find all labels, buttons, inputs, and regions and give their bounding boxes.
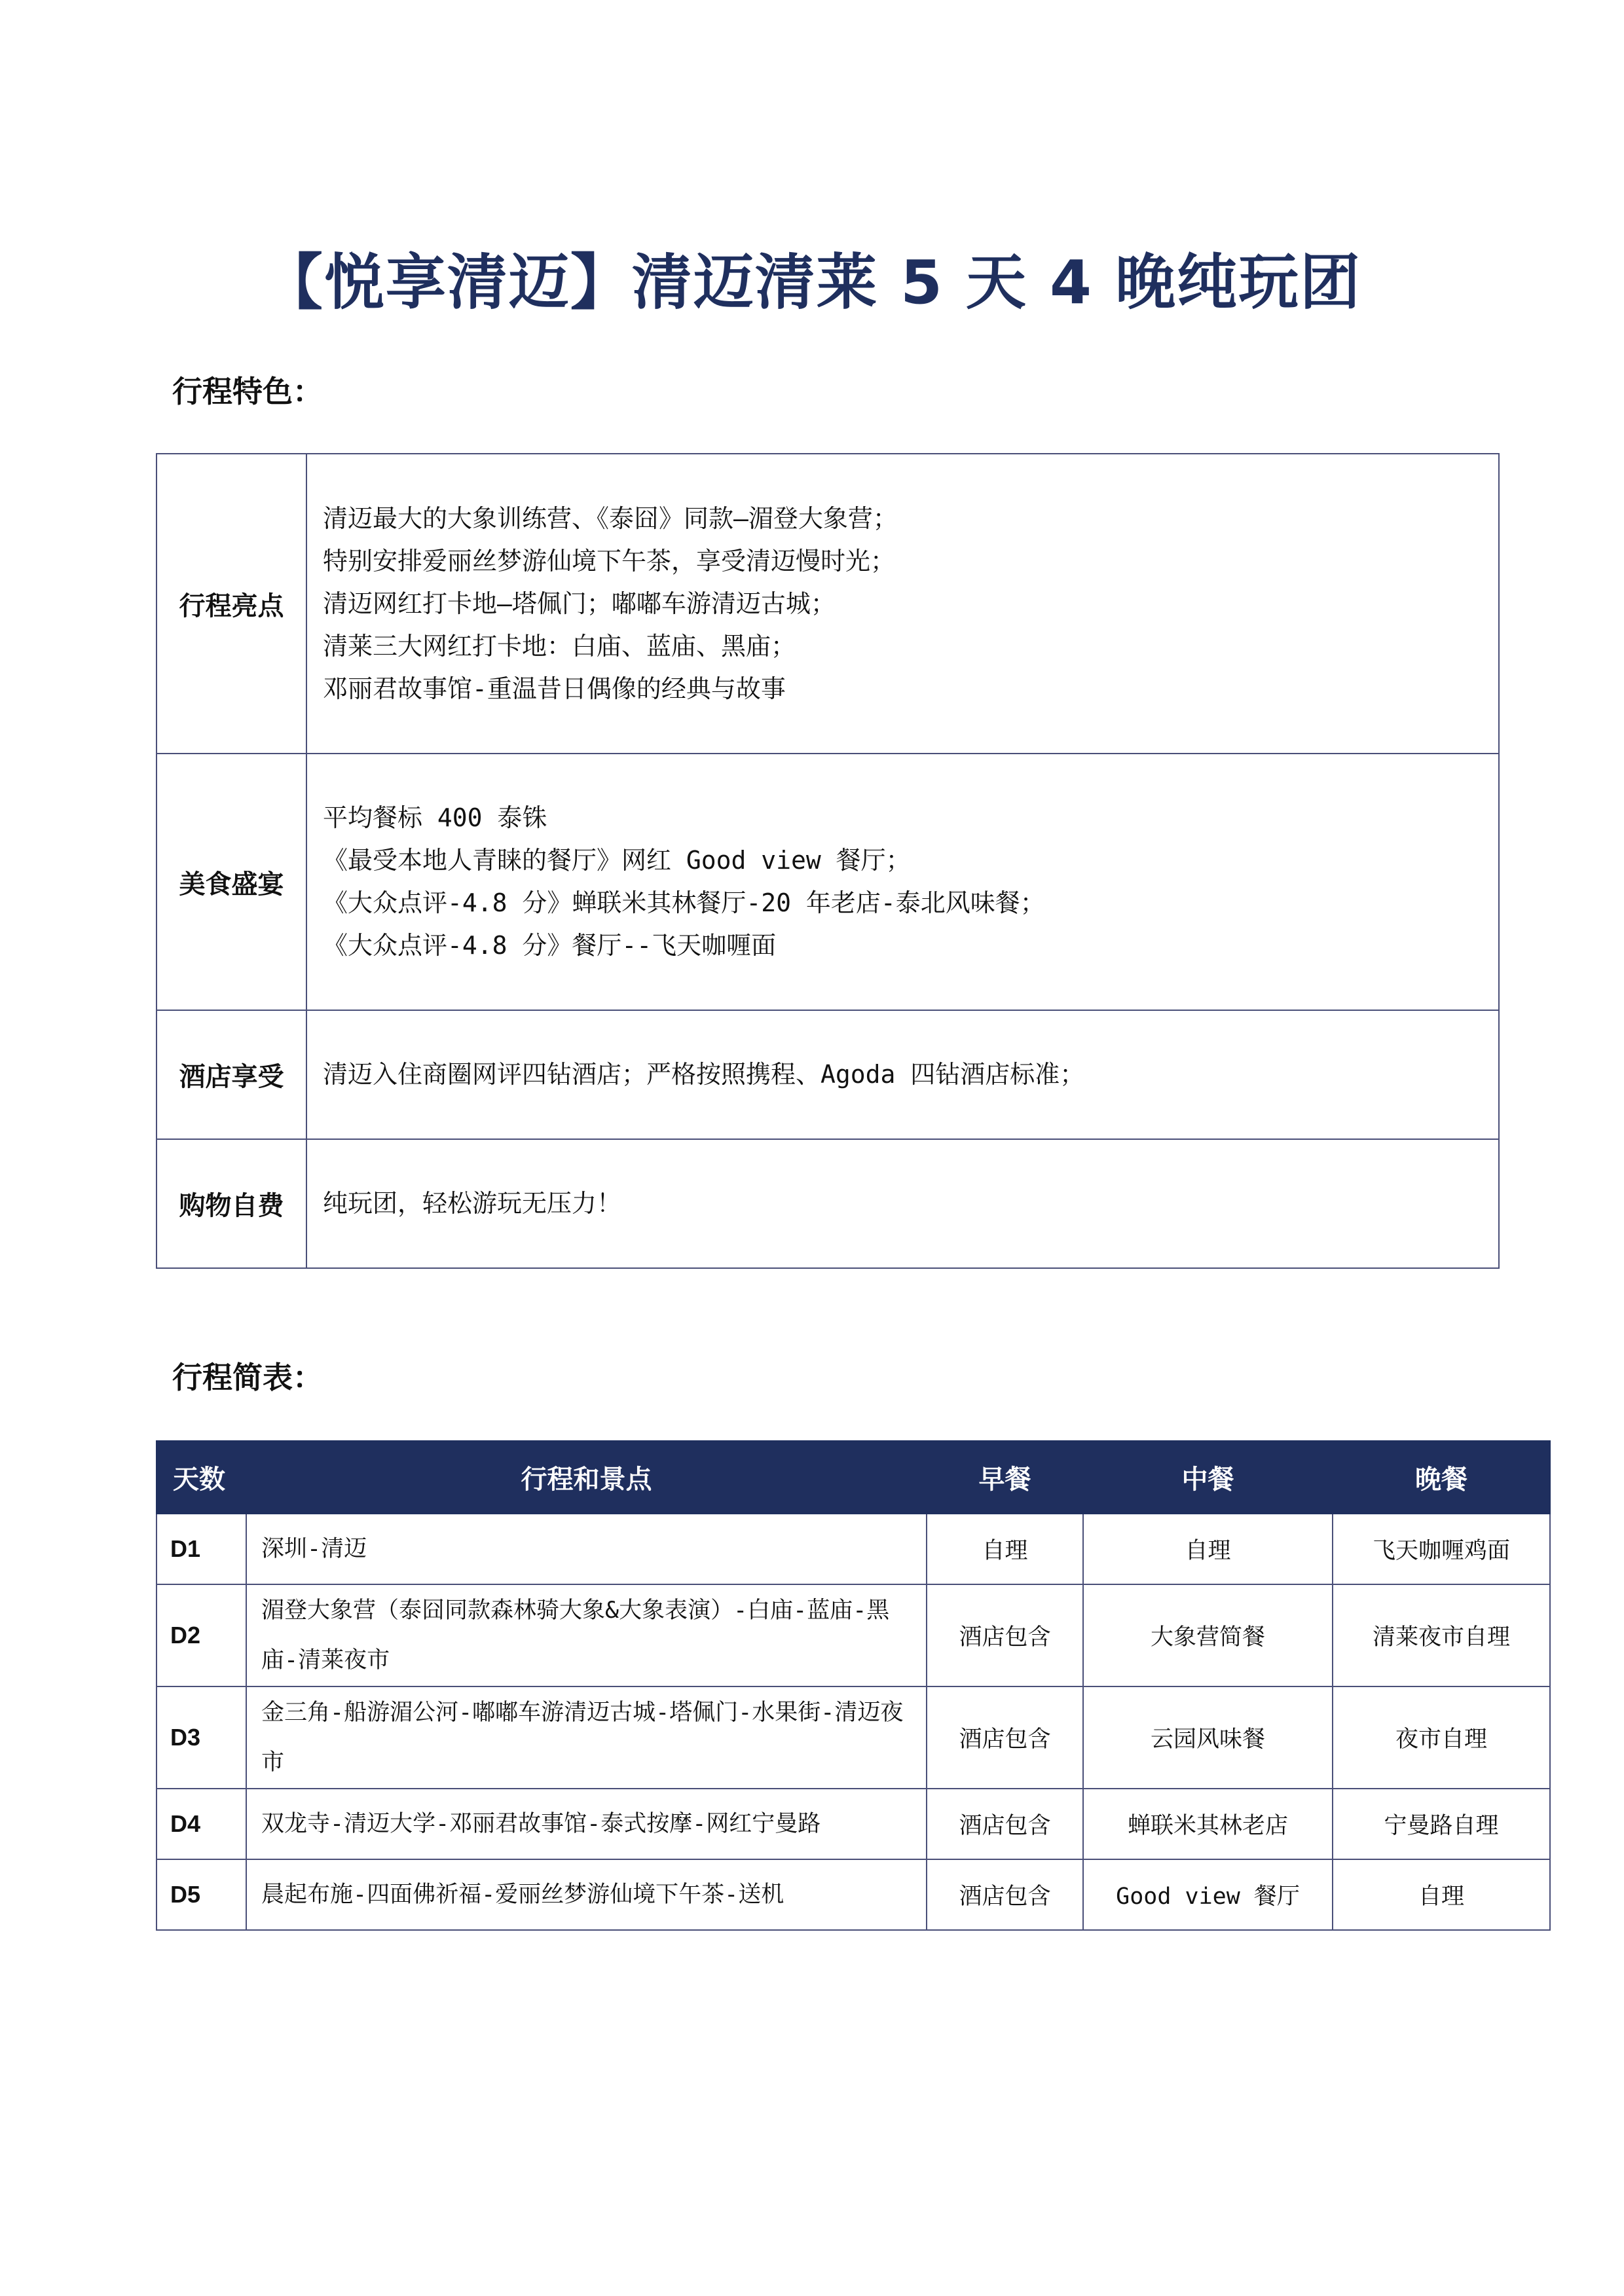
dinner-cell: 宁曼路自理 bbox=[1333, 1789, 1550, 1859]
schedule-table bbox=[156, 1440, 1551, 1931]
page-title: 【悦享清迈】清迈清莱 5 天 4 晚纯玩团 bbox=[262, 247, 1362, 318]
feature-category: 购物自费 bbox=[157, 1139, 306, 1268]
route-cell: 深圳-清迈 bbox=[246, 1514, 927, 1584]
table-row bbox=[157, 1514, 1550, 1584]
lunch-cell: 大象营简餐 bbox=[1083, 1584, 1333, 1686]
header-lunch: 中餐 bbox=[1083, 1441, 1333, 1514]
feature-category: 美食盛宴 bbox=[157, 754, 306, 1010]
breakfast-cell: 自理 bbox=[927, 1514, 1083, 1584]
day-cell: D1 bbox=[157, 1514, 246, 1584]
feature-line: 平均餐标 400 泰铢 bbox=[323, 803, 547, 832]
feature-line: 《大众点评-4.8 分》蝉联米其林餐厅-20 年老店-泰北风味餐； bbox=[323, 888, 1045, 917]
header-breakfast: 早餐 bbox=[927, 1441, 1083, 1514]
feature-content bbox=[306, 1010, 1499, 1139]
feature-row bbox=[157, 1139, 1499, 1268]
feature-line: 邓丽君故事馆-重温昔日偶像的经典与故事 bbox=[323, 674, 786, 703]
feature-content bbox=[306, 754, 1499, 1010]
schedule-header-row bbox=[157, 1441, 1550, 1514]
breakfast-cell: 酒店包含 bbox=[927, 1859, 1083, 1930]
feature-line: 《最受本地人青睐的餐厅》网红 Good view 餐厅； bbox=[323, 846, 911, 875]
feature-line: 清莱三大网红打卡地：白庙、蓝庙、黑庙； bbox=[323, 631, 796, 661]
dinner-cell: 夜市自理 bbox=[1333, 1686, 1550, 1789]
header-route: 行程和景点 bbox=[246, 1441, 927, 1514]
dinner-cell: 清莱夜市自理 bbox=[1333, 1584, 1550, 1686]
feature-category: 行程亮点 bbox=[157, 454, 306, 754]
lunch-cell: 蝉联米其林老店 bbox=[1083, 1789, 1333, 1859]
features-table bbox=[156, 453, 1500, 1269]
route-cell: 金三角-船游湄公河-嘟嘟车游清迈古城-塔佩门-水果街-清迈夜市 bbox=[246, 1686, 927, 1789]
feature-line: 特别安排爱丽丝梦游仙境下午茶，享受清迈慢时光； bbox=[323, 546, 896, 575]
day-cell: D2 bbox=[157, 1584, 246, 1686]
breakfast-cell: 酒店包含 bbox=[927, 1789, 1083, 1859]
day-cell: D5 bbox=[157, 1859, 246, 1930]
day-cell: D3 bbox=[157, 1686, 246, 1789]
feature-line: 《大众点评-4.8 分》餐厅--飞天咖喱面 bbox=[323, 931, 777, 960]
feature-line: 纯玩团，轻松游玩无压力！ bbox=[323, 1189, 622, 1218]
table-row bbox=[157, 1584, 1550, 1686]
day-cell: D4 bbox=[157, 1789, 246, 1859]
table-row bbox=[157, 1686, 1550, 1789]
route-cell: 晨起布施-四面佛祈福-爱丽丝梦游仙境下午茶-送机 bbox=[246, 1859, 927, 1930]
feature-row bbox=[157, 454, 1499, 754]
features-heading: 行程特色： bbox=[172, 374, 323, 409]
feature-row bbox=[157, 754, 1499, 1010]
route-cell: 双龙寺-清迈大学-邓丽君故事馆-泰式按摩-网红宁曼路 bbox=[246, 1789, 927, 1859]
lunch-cell: 自理 bbox=[1083, 1514, 1333, 1584]
breakfast-cell: 酒店包含 bbox=[927, 1584, 1083, 1686]
table-row bbox=[157, 1859, 1550, 1930]
feature-line: 清迈最大的大象训练营、《泰囧》同款—湄登大象营； bbox=[323, 503, 898, 533]
schedule-heading: 行程简表： bbox=[172, 1360, 323, 1395]
table-row bbox=[157, 1789, 1550, 1859]
dinner-cell: 飞天咖喱鸡面 bbox=[1333, 1514, 1550, 1584]
feature-row bbox=[157, 1010, 1499, 1139]
lunch-cell: Good view 餐厅 bbox=[1083, 1859, 1333, 1930]
breakfast-cell: 酒店包含 bbox=[927, 1686, 1083, 1789]
feature-content bbox=[306, 454, 1499, 754]
header-dinner: 晚餐 bbox=[1333, 1441, 1550, 1514]
feature-content bbox=[306, 1139, 1499, 1268]
feature-line: 清迈入住商圈网评四钻酒店；严格按照携程、Agoda 四钻酒店标准； bbox=[323, 1060, 1085, 1089]
feature-category: 酒店享受 bbox=[157, 1010, 306, 1139]
route-cell: 湄登大象营（泰囧同款森林骑大象&大象表演）-白庙-蓝庙-黑庙-清莱夜市 bbox=[246, 1584, 927, 1686]
header-day: 天数 bbox=[157, 1441, 246, 1514]
dinner-cell: 自理 bbox=[1333, 1859, 1550, 1930]
feature-line: 清迈网红打卡地—塔佩门；嘟嘟车游清迈古城； bbox=[323, 589, 836, 618]
lunch-cell: 云园风味餐 bbox=[1083, 1686, 1333, 1789]
